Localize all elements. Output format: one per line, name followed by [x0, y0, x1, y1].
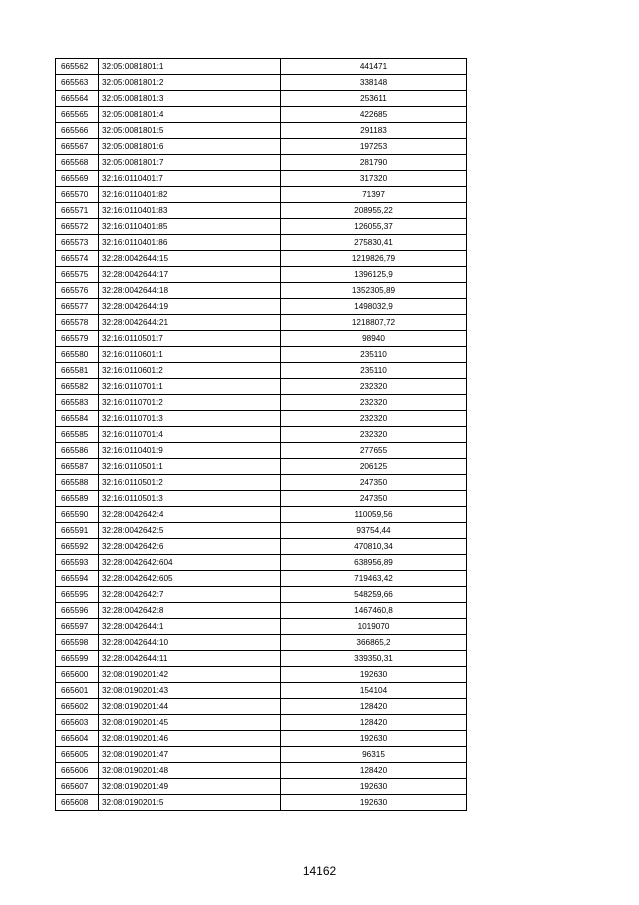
row-id-cell: 665563 [56, 75, 99, 91]
row-id-cell: 665593 [56, 555, 99, 571]
table-row [56, 795, 467, 811]
row-id-cell: 665594 [56, 571, 99, 587]
row-id-cell: 665564 [56, 91, 99, 107]
cadastral-value-cell: 192630 [281, 779, 467, 795]
cadastral-number-cell: 32:28:0042644:19 [99, 299, 281, 315]
row-id-cell: 665599 [56, 651, 99, 667]
cadastral-number-cell: 32:08:0190201:49 [99, 779, 281, 795]
cadastral-number-cell: 32:16:0110401:7 [99, 171, 281, 187]
table-row [56, 347, 467, 363]
table-row [56, 747, 467, 763]
row-id-cell: 665562 [56, 59, 99, 75]
row-id-cell: 665585 [56, 427, 99, 443]
cadastral-value-cell: 470810,34 [281, 539, 467, 555]
table-row [56, 459, 467, 475]
table-row [56, 395, 467, 411]
table-row [56, 507, 467, 523]
table-row [56, 123, 467, 139]
cadastral-number-cell: 32:28:0042644:21 [99, 315, 281, 331]
cadastral-number-cell: 32:08:0190201:42 [99, 667, 281, 683]
table-row [56, 523, 467, 539]
table-row [56, 587, 467, 603]
table-row [56, 235, 467, 251]
table-row [56, 203, 467, 219]
row-id-cell: 665567 [56, 139, 99, 155]
cadastral-number-cell: 32:28:0042642:8 [99, 603, 281, 619]
cadastral-value-cell: 253611 [281, 91, 467, 107]
row-id-cell: 665590 [56, 507, 99, 523]
cadastral-value-cell: 96315 [281, 747, 467, 763]
cadastral-number-cell: 32:08:0190201:48 [99, 763, 281, 779]
row-id-cell: 665607 [56, 779, 99, 795]
cadastral-value-cell: 232320 [281, 395, 467, 411]
row-id-cell: 665571 [56, 203, 99, 219]
table-row [56, 107, 467, 123]
page-number: 14162 [302, 864, 337, 878]
row-id-cell: 665586 [56, 443, 99, 459]
cadastral-value-cell: 98940 [281, 331, 467, 347]
cadastral-value-cell: 197253 [281, 139, 467, 155]
cadastral-number-cell: 32:28:0042642:5 [99, 523, 281, 539]
cadastral-number-cell: 32:28:0042642:604 [99, 555, 281, 571]
row-id-cell: 665577 [56, 299, 99, 315]
row-id-cell: 665584 [56, 411, 99, 427]
cadastral-value-cell: 422685 [281, 107, 467, 123]
cadastral-number-cell: 32:16:0110701:2 [99, 395, 281, 411]
table-row [56, 251, 467, 267]
cadastral-number-cell: 32:16:0110401:85 [99, 219, 281, 235]
row-id-cell: 665578 [56, 315, 99, 331]
table-row [56, 59, 467, 75]
table-row [56, 443, 467, 459]
cadastral-value-cell: 93754,44 [281, 523, 467, 539]
cadastral-number-cell: 32:28:0042644:18 [99, 283, 281, 299]
cadastral-number-cell: 32:08:0190201:5 [99, 795, 281, 811]
table-row [56, 411, 467, 427]
row-id-cell: 665605 [56, 747, 99, 763]
cadastral-value-cell: 192630 [281, 731, 467, 747]
cadastral-value-cell: 339350,31 [281, 651, 467, 667]
table-row [56, 667, 467, 683]
row-id-cell: 665587 [56, 459, 99, 475]
cadastral-value-cell: 366865,2 [281, 635, 467, 651]
cadastral-number-cell: 32:16:0110401:9 [99, 443, 281, 459]
cadastral-value-cell: 128420 [281, 715, 467, 731]
cadastral-value-cell: 277655 [281, 443, 467, 459]
row-id-cell: 665589 [56, 491, 99, 507]
row-id-cell: 665604 [56, 731, 99, 747]
table-row [56, 715, 467, 731]
table-row [56, 187, 467, 203]
cadastral-number-cell: 32:16:0110501:3 [99, 491, 281, 507]
cadastral-value-cell: 235110 [281, 347, 467, 363]
cadastral-value-cell: 247350 [281, 491, 467, 507]
cadastral-value-cell: 719463,42 [281, 571, 467, 587]
cadastral-number-cell: 32:16:0110401:82 [99, 187, 281, 203]
cadastral-number-cell: 32:16:0110401:83 [99, 203, 281, 219]
cadastral-value-cell: 192630 [281, 667, 467, 683]
cadastral-value-cell: 291183 [281, 123, 467, 139]
cadastral-value-cell: 232320 [281, 379, 467, 395]
table-row [56, 779, 467, 795]
table-row [56, 619, 467, 635]
row-id-cell: 665581 [56, 363, 99, 379]
table-body [56, 59, 467, 811]
cadastral-value-cell: 317320 [281, 171, 467, 187]
row-id-cell: 665603 [56, 715, 99, 731]
cadastral-number-cell: 32:28:0042644:11 [99, 651, 281, 667]
cadastral-number-cell: 32:16:0110701:4 [99, 427, 281, 443]
cadastral-value-cell: 128420 [281, 763, 467, 779]
table-row [56, 315, 467, 331]
row-id-cell: 665565 [56, 107, 99, 123]
cadastral-number-cell: 32:05:0081801:7 [99, 155, 281, 171]
table-row [56, 555, 467, 571]
table-row [56, 635, 467, 651]
cadastral-value-cell: 281790 [281, 155, 467, 171]
row-id-cell: 665573 [56, 235, 99, 251]
cadastral-number-cell: 32:08:0190201:44 [99, 699, 281, 715]
row-id-cell: 665580 [56, 347, 99, 363]
row-id-cell: 665574 [56, 251, 99, 267]
row-id-cell: 665568 [56, 155, 99, 171]
cadastral-value-cell: 128420 [281, 699, 467, 715]
cadastral-number-cell: 32:16:0110701:3 [99, 411, 281, 427]
cadastral-number-cell: 32:08:0190201:43 [99, 683, 281, 699]
table-row [56, 539, 467, 555]
row-id-cell: 665597 [56, 619, 99, 635]
cadastral-number-cell: 32:28:0042642:4 [99, 507, 281, 523]
table-row [56, 491, 467, 507]
cadastral-value-cell: 275830,41 [281, 235, 467, 251]
cadastral-number-cell: 32:28:0042644:17 [99, 267, 281, 283]
cadastral-number-cell: 32:08:0190201:46 [99, 731, 281, 747]
cadastral-value-cell: 548259,66 [281, 587, 467, 603]
cadastral-value-cell: 441471 [281, 59, 467, 75]
table-row [56, 283, 467, 299]
row-id-cell: 665600 [56, 667, 99, 683]
cadastral-number-cell: 32:28:0042642:605 [99, 571, 281, 587]
row-id-cell: 665569 [56, 171, 99, 187]
cadastral-number-cell: 32:16:0110501:1 [99, 459, 281, 475]
table-row [56, 171, 467, 187]
cadastral-number-cell: 32:16:0110501:7 [99, 331, 281, 347]
table-row [56, 331, 467, 347]
cadastral-number-cell: 32:16:0110601:1 [99, 347, 281, 363]
table-row [56, 651, 467, 667]
cadastral-value-cell: 192630 [281, 795, 467, 811]
table-row [56, 363, 467, 379]
table-row [56, 475, 467, 491]
table-row [56, 155, 467, 171]
row-id-cell: 665601 [56, 683, 99, 699]
cadastral-number-cell: 32:16:0110501:2 [99, 475, 281, 491]
cadastral-value-cell: 1396125,9 [281, 267, 467, 283]
cadastral-value-cell: 1498032,9 [281, 299, 467, 315]
cadastral-number-cell: 32:08:0190201:45 [99, 715, 281, 731]
cadastral-value-cell: 638956,89 [281, 555, 467, 571]
cadastral-number-cell: 32:05:0081801:4 [99, 107, 281, 123]
row-id-cell: 665570 [56, 187, 99, 203]
cadastral-value-table [55, 58, 467, 811]
cadastral-number-cell: 32:08:0190201:47 [99, 747, 281, 763]
cadastral-number-cell: 32:28:0042644:15 [99, 251, 281, 267]
table-row [56, 267, 467, 283]
row-id-cell: 665592 [56, 539, 99, 555]
cadastral-number-cell: 32:05:0081801:2 [99, 75, 281, 91]
table-row [56, 219, 467, 235]
table-row [56, 379, 467, 395]
cadastral-number-cell: 32:05:0081801:5 [99, 123, 281, 139]
row-id-cell: 665576 [56, 283, 99, 299]
row-id-cell: 665608 [56, 795, 99, 811]
cadastral-number-cell: 32:28:0042644:10 [99, 635, 281, 651]
table-row [56, 139, 467, 155]
cadastral-number-cell: 32:28:0042644:1 [99, 619, 281, 635]
cadastral-value-cell: 206125 [281, 459, 467, 475]
cadastral-value-cell: 1467460,8 [281, 603, 467, 619]
row-id-cell: 665579 [56, 331, 99, 347]
cadastral-value-cell: 208955,22 [281, 203, 467, 219]
row-id-cell: 665582 [56, 379, 99, 395]
table-row [56, 683, 467, 699]
row-id-cell: 665572 [56, 219, 99, 235]
cadastral-value-cell: 232320 [281, 427, 467, 443]
table-row [56, 763, 467, 779]
cadastral-number-cell: 32:05:0081801:3 [99, 91, 281, 107]
cadastral-value-cell: 235110 [281, 363, 467, 379]
table-row [56, 603, 467, 619]
cadastral-value-cell: 247350 [281, 475, 467, 491]
table-row [56, 75, 467, 91]
row-id-cell: 665588 [56, 475, 99, 491]
table-row [56, 91, 467, 107]
cadastral-value-cell: 1218807,72 [281, 315, 467, 331]
cadastral-number-cell: 32:05:0081801:1 [99, 59, 281, 75]
cadastral-value-cell: 110059,56 [281, 507, 467, 523]
cadastral-value-cell: 1352305,89 [281, 283, 467, 299]
row-id-cell: 665602 [56, 699, 99, 715]
row-id-cell: 665591 [56, 523, 99, 539]
cadastral-number-cell: 32:16:0110401:86 [99, 235, 281, 251]
row-id-cell: 665598 [56, 635, 99, 651]
cadastral-value-cell: 154104 [281, 683, 467, 699]
table-row [56, 731, 467, 747]
row-id-cell: 665575 [56, 267, 99, 283]
row-id-cell: 665566 [56, 123, 99, 139]
cadastral-number-cell: 32:05:0081801:6 [99, 139, 281, 155]
cadastral-value-cell: 1019070 [281, 619, 467, 635]
cadastral-value-cell: 1219826,79 [281, 251, 467, 267]
cadastral-value-cell: 71397 [281, 187, 467, 203]
row-id-cell: 665583 [56, 395, 99, 411]
cadastral-number-cell: 32:28:0042642:6 [99, 539, 281, 555]
table-row [56, 299, 467, 315]
row-id-cell: 665596 [56, 603, 99, 619]
cadastral-number-cell: 32:16:0110601:2 [99, 363, 281, 379]
cadastral-value-cell: 232320 [281, 411, 467, 427]
row-id-cell: 665595 [56, 587, 99, 603]
table-row [56, 699, 467, 715]
cadastral-number-cell: 32:16:0110701:1 [99, 379, 281, 395]
cadastral-value-cell: 126055,37 [281, 219, 467, 235]
row-id-cell: 665606 [56, 763, 99, 779]
table-row [56, 571, 467, 587]
cadastral-number-cell: 32:28:0042642:7 [99, 587, 281, 603]
cadastral-value-cell: 338148 [281, 75, 467, 91]
table-row [56, 427, 467, 443]
